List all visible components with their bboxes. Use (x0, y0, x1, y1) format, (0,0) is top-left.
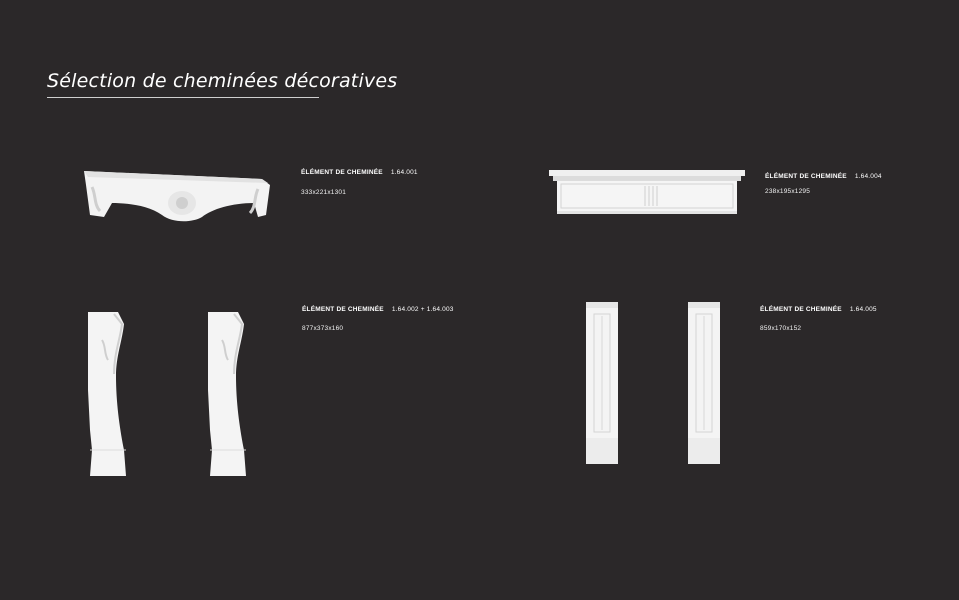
product-image-pilaster-right (686, 302, 722, 464)
product-image-mantel-ornate (82, 165, 272, 227)
product-label: ÉLÉMENT DE CHEMINÉE 1.64.005 (760, 306, 877, 313)
product-dimensions: 859x170x152 (760, 325, 802, 332)
product-code: 1.64.004 (854, 173, 882, 180)
product-code: 1.64.005 (849, 306, 877, 313)
product-image-mantel-straight (549, 170, 749, 216)
product-image-leg-curved-left (86, 310, 130, 478)
product-code: 1.64.001 (390, 169, 418, 176)
product-label: ÉLÉMENT DE CHEMINÉE 1.64.001 (301, 169, 418, 176)
product-code: 1.64.002 + 1.64.003 (391, 306, 454, 313)
title-underline (47, 97, 319, 98)
product-label: ÉLÉMENT DE CHEMINÉE 1.64.004 (765, 173, 882, 180)
product-image-pilaster-left (584, 302, 620, 464)
product-dimensions: 238x195x1295 (765, 188, 811, 195)
product-label: ÉLÉMENT DE CHEMINÉE 1.64.002 + 1.64.003 (302, 306, 454, 313)
product-image-leg-curved-right (206, 310, 250, 478)
product-dimensions: 877x373x160 (302, 325, 344, 332)
page-title: Sélection de cheminées décoratives (47, 70, 398, 92)
product-dimensions: 333x221x1301 (301, 189, 347, 196)
